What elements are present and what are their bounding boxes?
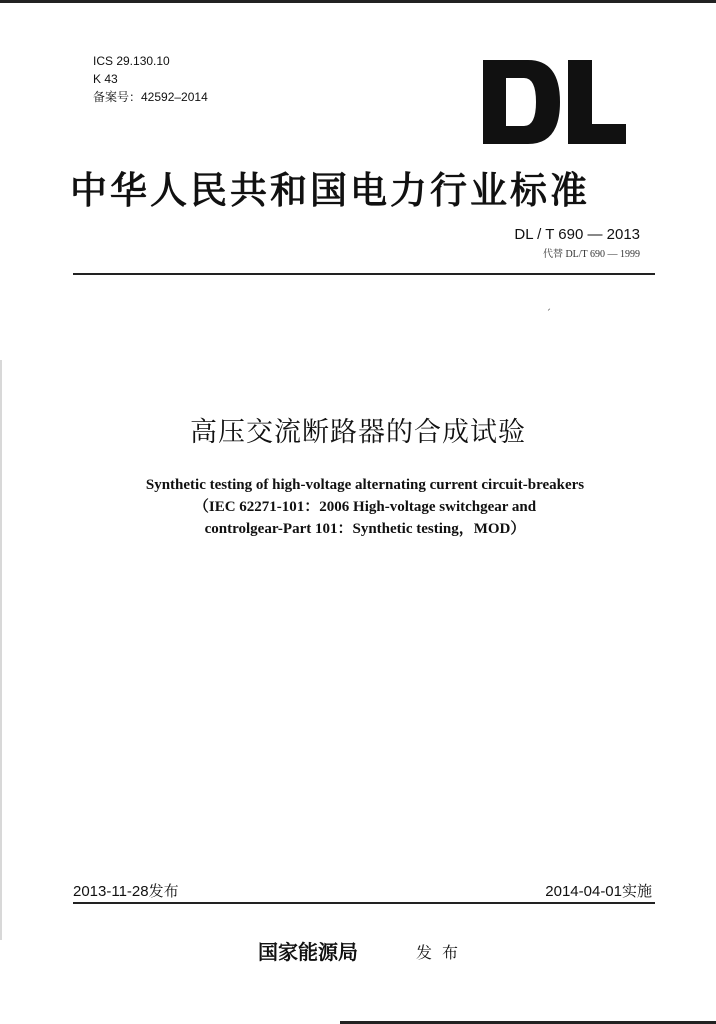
replaces-standard: 代替 DL/T 690 — 1999 [542,249,640,260]
classification-block [93,52,208,106]
implementation-date: 2014-04-01实施 [545,883,652,900]
standard-body-title: 中华人民共和国电力行业标准 [70,168,590,212]
class-code: K 43 [93,72,118,86]
chinese-title: 高压交流断路器的合成试验 [190,417,526,448]
dl-logo [478,58,628,146]
record-number: 备案号：42592–2014 [93,90,208,104]
scan-mark: ˏ [546,300,551,311]
bottom-divider [73,902,655,904]
english-title [110,474,620,540]
english-title-line-1: Synthetic testing of high-voltage alternating current circuit-breakers [145,477,585,493]
ics-code: ICS 29.130.10 [93,54,170,68]
english-title-line-2: （IEC 62271-101：2006 High-voltage switchgear and [193,499,537,515]
english-title-line-3: controlgear-Part 101：Synthetic testing，MOD） [204,521,526,537]
scan-edge-top [0,0,716,3]
top-divider [73,273,655,275]
issuer-name: 国家能源局 [258,940,358,964]
issue-date: 2013-11-28发布 [73,883,179,900]
issuer-action: 发布 [416,943,469,962]
standard-number: DL / T 690 — 2013 [514,226,640,243]
